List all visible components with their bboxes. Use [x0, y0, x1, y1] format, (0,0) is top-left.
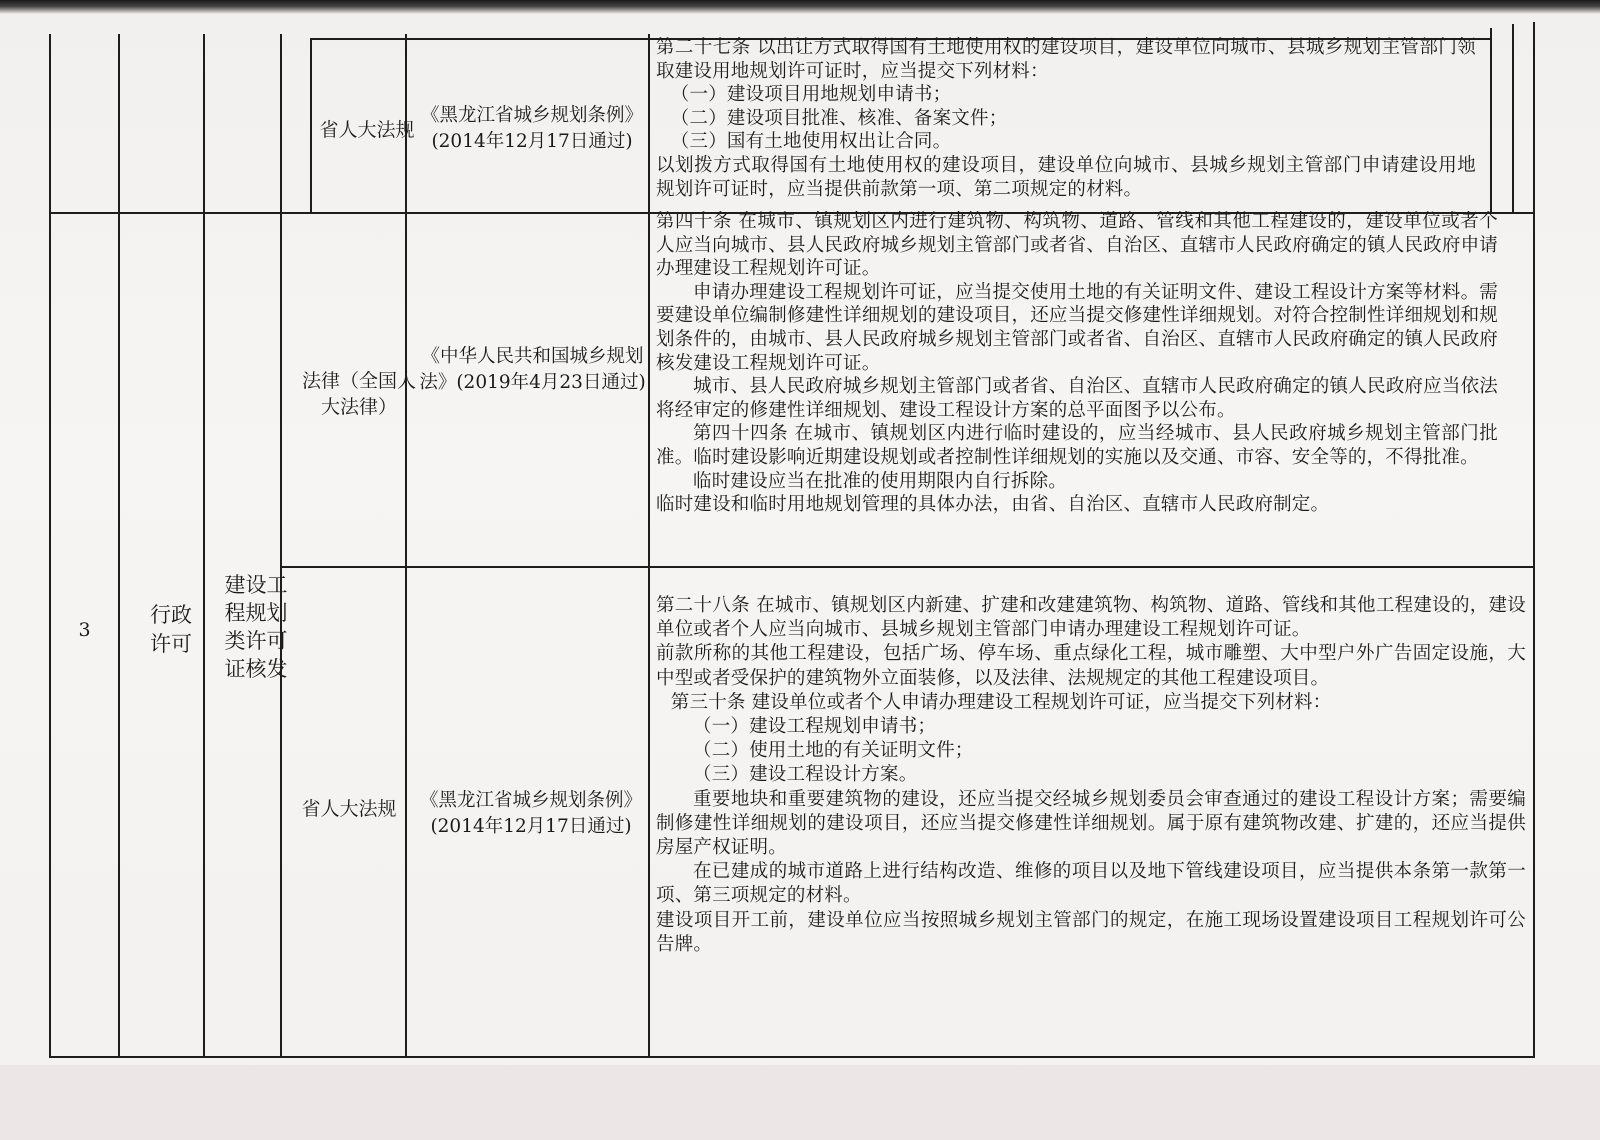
column-divider-3	[280, 34, 282, 1058]
basis-type-cell: 省人大法规	[319, 119, 415, 141]
column-divider-1	[118, 34, 120, 1058]
paragraph: 申请办理建设工程规划许可证，应当提交使用土地的有关证明文件、建设工程设计方案等材料。需要建设单位编制修建性详细规划的建设项目，还应当提交修建性详细规划。对符合控制性详细规划和规划条件的，由城市、县人民政府城乡规划主管部门或者省、自治区、直辖市人民政府确定的镇人民政府核发建设工程规划许可证。	[656, 281, 1498, 374]
paragraph: 第四十条 在城市、镇规划区内进行建筑物、构筑物、道路、管线和其他工程建设的，建设单位或者个人应当向城市、县人民政府城乡规划主管部门或者省、自治区、直辖市人民政府确定的镇人民政府申请办理建设工程规划许可证。	[656, 211, 1498, 280]
paragraph: 临时建设和临时用地规划管理的具体办法，由省、自治区、直辖市人民政府制定。	[656, 494, 1330, 516]
basis-type-cell: 省人大法规	[301, 798, 397, 820]
article-text-1	[656, 36, 1476, 201]
basis-type-cell: 法律（全国人大法律）	[301, 370, 416, 418]
table-border-left	[49, 34, 51, 1058]
basis-name-cell: 《黑龙江省城乡规划条例》(2014年12月17日通过)	[420, 105, 643, 152]
paragraph: （三）建设工程设计方案。	[693, 764, 918, 786]
paragraph: 城市、县人民政府城乡规划主管部门或者省、自治区、直辖市人民政府确定的镇人民政府应当依法将经审定的修建性详细规划、建设工程设计方案的总平面图予以公布。	[656, 376, 1498, 421]
paragraph: （三）国有土地使用权出让合同。	[670, 131, 952, 153]
inner-frame-right-2	[1512, 24, 1514, 214]
inner-frame-right	[1490, 28, 1492, 214]
column-divider-2	[203, 34, 205, 1058]
paragraph: 第三十条 建设单位或者个人申请办理建设工程规划许可证，应当提交下列材料：	[670, 691, 1332, 713]
table-border-right	[1533, 22, 1535, 1058]
paragraph: 第四十四条 在城市、镇规划区内进行临时建设的，应当经城市、县人民政府城乡规划主管部门批准。临时建设影响近期建设规划或者控制性详细规划的实施以及交通、市容、安全等的，不得批准。	[656, 423, 1498, 468]
page-margin-bottom	[0, 1065, 1600, 1140]
paragraph: 建设项目开工前，建设单位应当按照城乡规划主管部门的规定，在施工现场设置建设项目工程规划许可公告牌。	[656, 909, 1526, 955]
paragraph: 临时建设应当在批准的使用期限内自行拆除。	[693, 470, 1068, 492]
paragraph: （一）建设项目用地规划申请书；	[670, 84, 952, 106]
table-border-bottom	[49, 1056, 1535, 1058]
category-cell: 行政许可	[150, 603, 192, 656]
paragraph: 在已建成的城市道路上进行结构改造、维修的项目以及地下管线建设项目，应当提供本条第一款第一项、第三项规定的材料。	[656, 861, 1526, 907]
basis-name-cell: 《黑龙江省城乡规划条例》(2014年12月17日通过)	[419, 790, 642, 837]
column-divider-4	[405, 34, 407, 1058]
paragraph: 第二十八条 在城市、镇规划区内新建、扩建和改建建筑物、构筑物、道路、管线和其他工程建设的，建设单位或者个人应当向城市、县城乡规划主管部门申请办理建设工程规划许可证。	[656, 595, 1526, 641]
paragraph: 前款所称的其他工程建设，包括广场、停车场、重点绿化工程，城市雕塑、大中型户外广告固定设施，大中型或者受保护的建筑物外立面装修，以及法律、法规规定的其他工程建设项目。	[656, 643, 1526, 689]
row-number: 3	[78, 619, 91, 641]
row-divider-middle	[280, 566, 1535, 568]
item-name-cell: 建设工程规划类许可证核发	[224, 573, 288, 681]
paragraph: 第二十七条 以出让方式取得国有土地使用权的建设项目，建设单位向城市、县城乡规划主管部门领取建设用地规划许可证时，应当提交下列材料：	[656, 37, 1476, 82]
scan-edge-shadow	[0, 0, 1600, 14]
column-divider-5	[648, 34, 650, 1058]
basis-name-cell: 《中华人民共和国城乡规划法》(2019年4月23日通过)	[419, 346, 646, 393]
article-text-2	[656, 210, 1498, 517]
paragraph: （二）建设项目批准、核准、备案文件；	[670, 107, 1008, 129]
paragraph: 以划拨方式取得国有土地使用权的建设项目，建设单位向城市、县城乡规划主管部门申请建设用地规划许可证时，应当提供前款第一项、第二项规定的材料。	[656, 154, 1476, 200]
paragraph: 重要地块和重要建筑物的建设，还应当提交经城乡规划委员会审查通过的建设工程设计方案；需要编制修建性详细规划的建设项目，还应当提交修建性详细规划。属于原有建筑物改建、扩建的，还应当提供房屋产权证明。	[656, 788, 1526, 859]
article-text-3	[656, 594, 1526, 957]
paragraph: （二）使用土地的有关证明文件；	[693, 740, 974, 762]
paragraph: （一）建设工程规划申请书；	[693, 716, 937, 738]
